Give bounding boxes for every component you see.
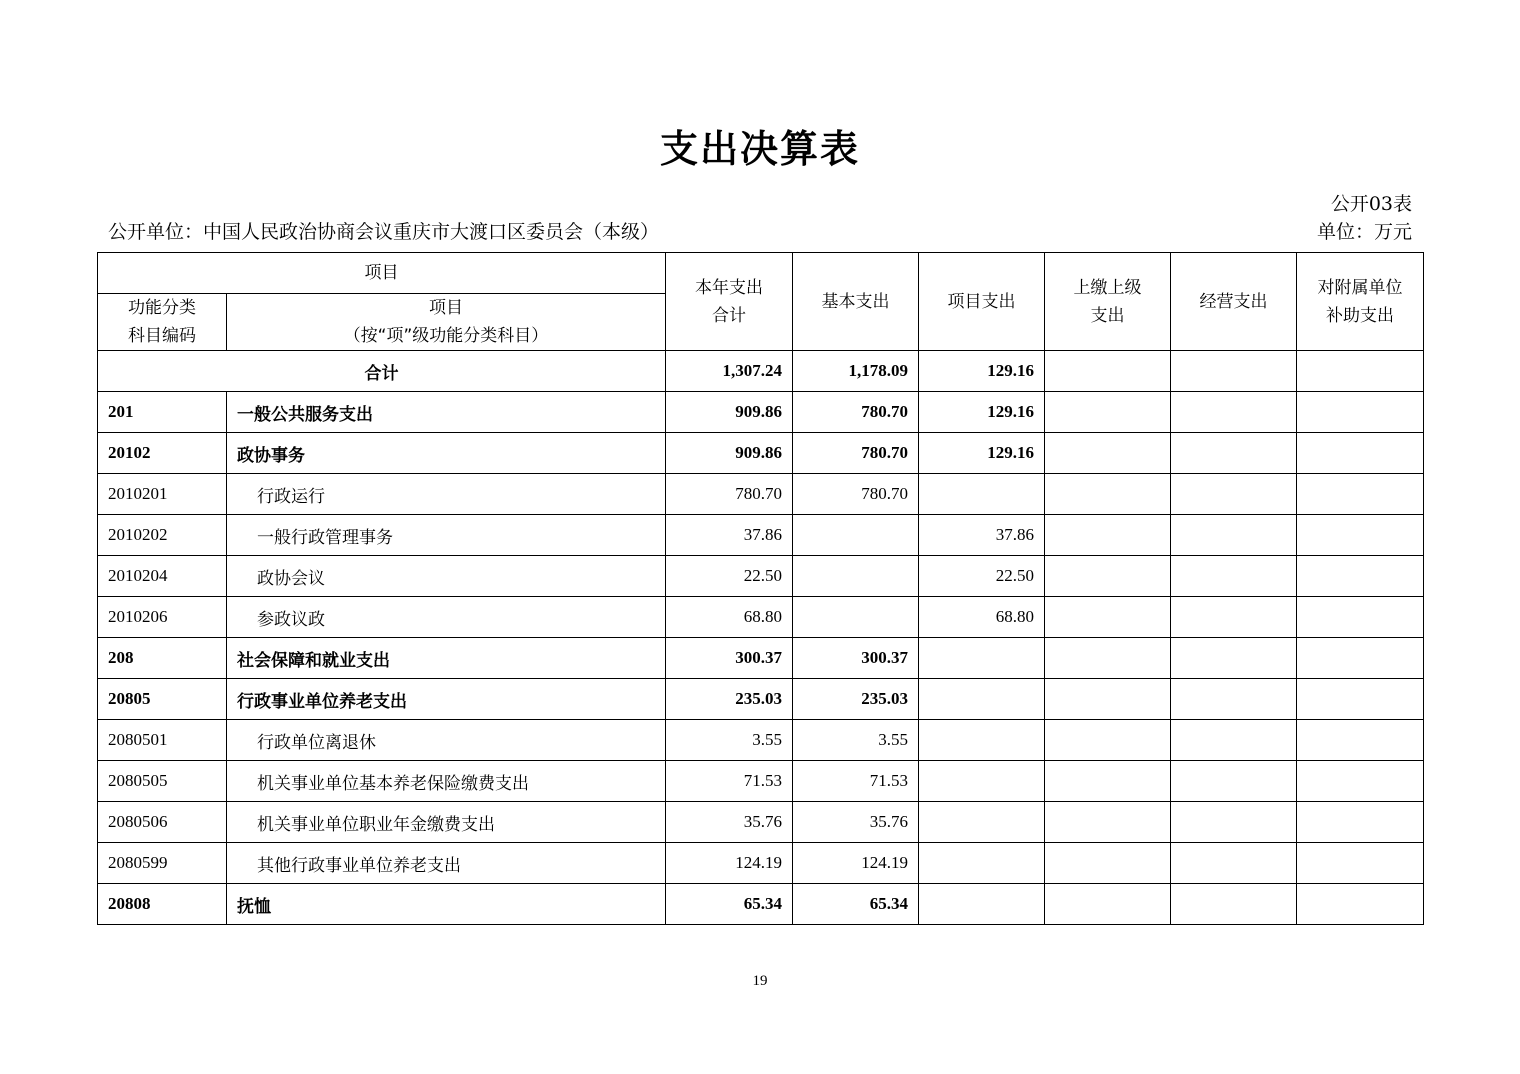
row-project (919, 638, 1045, 679)
row-name: 行政事业单位养老支出 (227, 679, 666, 720)
row-basic: 235.03 (793, 679, 919, 720)
table-row (98, 597, 1424, 638)
row-upper (1045, 843, 1171, 884)
header-total-line1: 本年支出 (695, 277, 763, 298)
row-basic: 71.53 (793, 761, 919, 802)
row-project: 22.50 (919, 556, 1045, 597)
row-total: 37.86 (666, 515, 793, 556)
row-upper (1045, 392, 1171, 433)
header-basic: 基本支出 (793, 253, 919, 351)
row-subsidy (1297, 761, 1424, 802)
row-business (1171, 515, 1297, 556)
row-subsidy (1297, 556, 1424, 597)
header-upper (1045, 253, 1171, 351)
table-row (98, 515, 1424, 556)
row-subsidy (1297, 679, 1424, 720)
row-subsidy (1297, 474, 1424, 515)
header-item (227, 294, 666, 351)
row-basic: 3.55 (793, 720, 919, 761)
table-row (98, 392, 1424, 433)
header-item-line1: 项目 (429, 298, 463, 318)
row-basic (793, 515, 919, 556)
table-row (98, 802, 1424, 843)
row-total: 909.86 (666, 392, 793, 433)
row-subsidy (1297, 638, 1424, 679)
row-code: 20808 (98, 884, 227, 925)
row-basic: 780.70 (793, 474, 919, 515)
row-name: 机关事业单位基本养老保险缴费支出 (227, 761, 666, 802)
header-subsidy (1297, 253, 1424, 351)
row-business (1171, 802, 1297, 843)
row-subsidy (1297, 597, 1424, 638)
row-project (919, 679, 1045, 720)
row-code: 20102 (98, 433, 227, 474)
row-code: 20805 (98, 679, 227, 720)
page-number: 19 (752, 973, 768, 989)
row-code: 208 (98, 638, 227, 679)
row-code: 2080501 (98, 720, 227, 761)
row-business (1171, 679, 1297, 720)
row-project: 37.86 (919, 515, 1045, 556)
row-upper (1045, 638, 1171, 679)
row-project: 129.16 (919, 392, 1045, 433)
header-total-line2: 合计 (712, 305, 746, 326)
row-name: 政协事务 (227, 433, 666, 474)
row-upper (1045, 679, 1171, 720)
row-name: 行政单位离退休 (227, 720, 666, 761)
row-name: 社会保障和就业支出 (227, 638, 666, 679)
row-project (919, 802, 1045, 843)
row-upper (1045, 761, 1171, 802)
row-basic: 65.34 (793, 884, 919, 925)
page-title: 支出决算表 (659, 127, 860, 171)
row-upper (1045, 720, 1171, 761)
row-total: 124.19 (666, 843, 793, 884)
total-row (98, 351, 1424, 392)
total-amount: 1,307.24 (666, 351, 793, 392)
row-subsidy (1297, 802, 1424, 843)
table-row (98, 679, 1424, 720)
row-basic: 780.70 (793, 392, 919, 433)
row-name: 其他行政事业单位养老支出 (227, 843, 666, 884)
row-basic: 35.76 (793, 802, 919, 843)
row-project (919, 761, 1045, 802)
row-subsidy (1297, 433, 1424, 474)
row-upper (1045, 515, 1171, 556)
row-name: 抚恤 (227, 884, 666, 925)
row-name: 一般公共服务支出 (227, 392, 666, 433)
form-number: 公开03表 (1330, 193, 1412, 215)
table-row (98, 720, 1424, 761)
row-upper (1045, 802, 1171, 843)
row-basic (793, 597, 919, 638)
row-code: 201 (98, 392, 227, 433)
row-total: 22.50 (666, 556, 793, 597)
row-name: 一般行政管理事务 (227, 515, 666, 556)
row-name: 机关事业单位职业年金缴费支出 (227, 802, 666, 843)
row-business (1171, 392, 1297, 433)
row-subsidy (1297, 392, 1424, 433)
row-total: 3.55 (666, 720, 793, 761)
row-upper (1045, 884, 1171, 925)
table-row (98, 433, 1424, 474)
row-total: 65.34 (666, 884, 793, 925)
row-code: 2080599 (98, 843, 227, 884)
row-business (1171, 556, 1297, 597)
row-business (1171, 597, 1297, 638)
row-code: 2010204 (98, 556, 227, 597)
expenditure-table (97, 252, 1424, 925)
row-project: 68.80 (919, 597, 1045, 638)
total-project: 129.16 (919, 351, 1045, 392)
total-subsidy (1297, 351, 1424, 392)
row-subsidy (1297, 843, 1424, 884)
row-business (1171, 843, 1297, 884)
row-project (919, 474, 1045, 515)
row-upper (1045, 597, 1171, 638)
data-rows (98, 392, 1424, 925)
row-total: 71.53 (666, 761, 793, 802)
total-label: 合计 (98, 351, 666, 392)
row-code: 2080506 (98, 802, 227, 843)
row-code: 2010202 (98, 515, 227, 556)
total-business (1171, 351, 1297, 392)
table-row (98, 884, 1424, 925)
row-subsidy (1297, 720, 1424, 761)
row-business (1171, 638, 1297, 679)
row-business (1171, 474, 1297, 515)
row-business (1171, 884, 1297, 925)
row-business (1171, 433, 1297, 474)
header-code-line1: 功能分类 (128, 298, 196, 318)
row-basic: 124.19 (793, 843, 919, 884)
row-subsidy (1297, 884, 1424, 925)
row-business (1171, 720, 1297, 761)
row-code: 2010201 (98, 474, 227, 515)
header-business: 经营支出 (1171, 253, 1297, 351)
row-basic: 300.37 (793, 638, 919, 679)
row-project: 129.16 (919, 433, 1045, 474)
row-upper (1045, 556, 1171, 597)
row-project (919, 720, 1045, 761)
row-total: 35.76 (666, 802, 793, 843)
row-business (1171, 761, 1297, 802)
row-project (919, 884, 1045, 925)
table-row (98, 638, 1424, 679)
row-code: 2010206 (98, 597, 227, 638)
table-row (98, 556, 1424, 597)
header-project: 项目 (98, 253, 666, 294)
row-subsidy (1297, 515, 1424, 556)
table-row (98, 474, 1424, 515)
table-body (98, 351, 1424, 392)
row-name: 参政议政 (227, 597, 666, 638)
header-subsidy-line1: 对附属单位 (1317, 277, 1403, 298)
header-project-expenditure: 项目支出 (919, 253, 1045, 351)
header-item-line2: （按“项”级功能分类科目） (343, 326, 549, 346)
row-total: 780.70 (666, 474, 793, 515)
header-total (666, 253, 793, 351)
header-subsidy-line2: 补助支出 (1326, 305, 1394, 326)
row-name: 政协会议 (227, 556, 666, 597)
header-code-line2: 科目编码 (128, 326, 196, 346)
row-project (919, 843, 1045, 884)
total-upper (1045, 351, 1171, 392)
row-code: 2080505 (98, 761, 227, 802)
total-basic: 1,178.09 (793, 351, 919, 392)
row-total: 235.03 (666, 679, 793, 720)
header-upper-line1: 上缴上级 (1073, 277, 1142, 298)
row-basic (793, 556, 919, 597)
row-basic: 780.70 (793, 433, 919, 474)
currency-unit: 单位：万元 (1316, 221, 1412, 243)
row-upper (1045, 433, 1171, 474)
row-total: 909.86 (666, 433, 793, 474)
row-name: 行政运行 (227, 474, 666, 515)
row-upper (1045, 474, 1171, 515)
row-total: 300.37 (666, 638, 793, 679)
header-upper-line2: 支出 (1090, 305, 1125, 326)
table-row (98, 761, 1424, 802)
table-header (98, 253, 1424, 351)
table-row (98, 843, 1424, 884)
row-total: 68.80 (666, 597, 793, 638)
header-code (98, 294, 227, 351)
reporting-unit: 公开单位：中国人民政治协商会议重庆市大渡口区委员会（本级） (108, 221, 660, 243)
